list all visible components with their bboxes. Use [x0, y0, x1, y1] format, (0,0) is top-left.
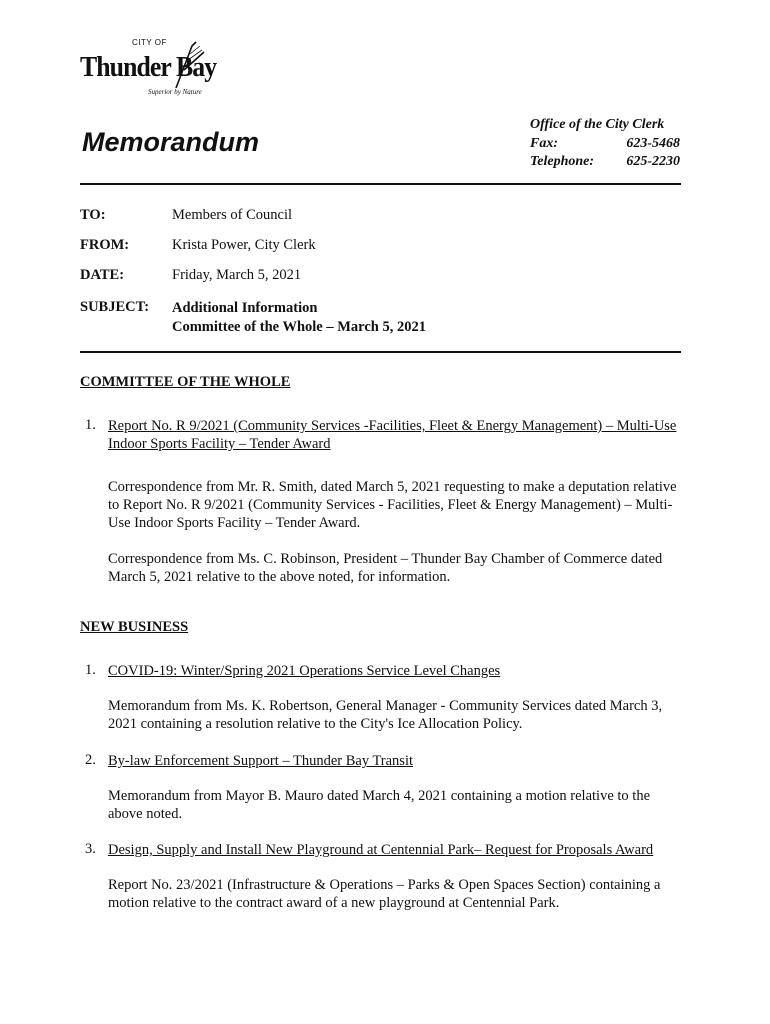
item-paragraph: Correspondence from Mr. R. Smith, dated March 5, 2021 requesting to make a deputation relative to Report No. R 9/2021 (Community Services - Facilities, Fleet & Energy Management) – Multi-Use Indoor Sports Facility – Tender Award.: [108, 479, 677, 531]
item-paragraph: Report No. 23/2021 (Infrastructure & Operations – Parks & Open Spaces Section) containing a motion relative to the contract award of a new playground at Centennial Park.: [108, 877, 661, 911]
header-divider-top: [80, 183, 681, 185]
item-number: 1.: [85, 417, 96, 433]
header-divider-bottom: [80, 351, 681, 353]
item-title: COVID-19: Winter/Spring 2021 Operations Service Level Changes: [108, 663, 501, 679]
date-value: Friday, March 5, 2021: [172, 267, 302, 283]
fax-number: 623-5468: [626, 135, 680, 151]
subject-value: [172, 299, 426, 337]
item-title: Design, Supply and Install New Playground at Centennial Park– Request for Proposals Award: [108, 842, 654, 858]
logo-small-text: CITY OF: [132, 38, 167, 47]
to-label: TO:: [80, 207, 106, 223]
item-number: 1.: [85, 662, 96, 678]
memo-title: Memorandum: [82, 127, 260, 157]
fax-row: [530, 135, 680, 154]
from-value: Krista Power, City Clerk: [172, 237, 316, 253]
from-label: FROM:: [80, 237, 130, 253]
item-title: Report No. R 9/2021 (Community Services -Facilities, Fleet & Energy Management) – Multi-Use Indoor Sports Facility – Tender Award: [108, 418, 677, 452]
date-label: DATE:: [80, 267, 125, 283]
section-heading-committee: COMMITTEE OF THE WHOLE: [80, 374, 291, 390]
item-paragraph: Correspondence from Ms. C. Robinson, President – Thunder Bay Chamber of Commerce dated March 5, 2021 relative to the above noted, for information.: [108, 551, 663, 585]
subject-line-1: Additional Information: [172, 300, 318, 316]
item-paragraph: Memorandum from Ms. K. Robertson, General Manager - Community Services dated March 3, 2021 containing a resolution relative to the City's Ice Allocation Policy.: [108, 698, 663, 732]
to-value: Members of Council: [172, 207, 293, 223]
section-heading-new-business: NEW BUSINESS: [80, 619, 189, 635]
subject-label: SUBJECT:: [80, 299, 150, 315]
sleeping-giant-icon: [170, 40, 210, 90]
item-number: 2.: [85, 752, 96, 768]
fax-label: Fax:: [530, 135, 558, 151]
item-number: 3.: [85, 841, 96, 857]
logo-tagline: Superior by Nature: [148, 88, 202, 96]
phone-row: [530, 153, 680, 172]
phone-number: 625-2230: [626, 154, 680, 169]
office-contact-block: [530, 116, 680, 172]
item-title: By-law Enforcement Support – Thunder Bay Transit: [108, 753, 414, 769]
city-logo: [80, 38, 230, 100]
office-title: Office of the City Clerk: [530, 117, 665, 132]
item-paragraph: Memorandum from Mayor B. Mauro dated March 4, 2021 containing a motion relative to the above noted.: [108, 788, 651, 822]
subject-line-2: Committee of the Whole – March 5, 2021: [172, 319, 426, 335]
logo-wordmark: Thunder Bay: [80, 52, 217, 83]
phone-label: Telephone:: [530, 154, 595, 169]
